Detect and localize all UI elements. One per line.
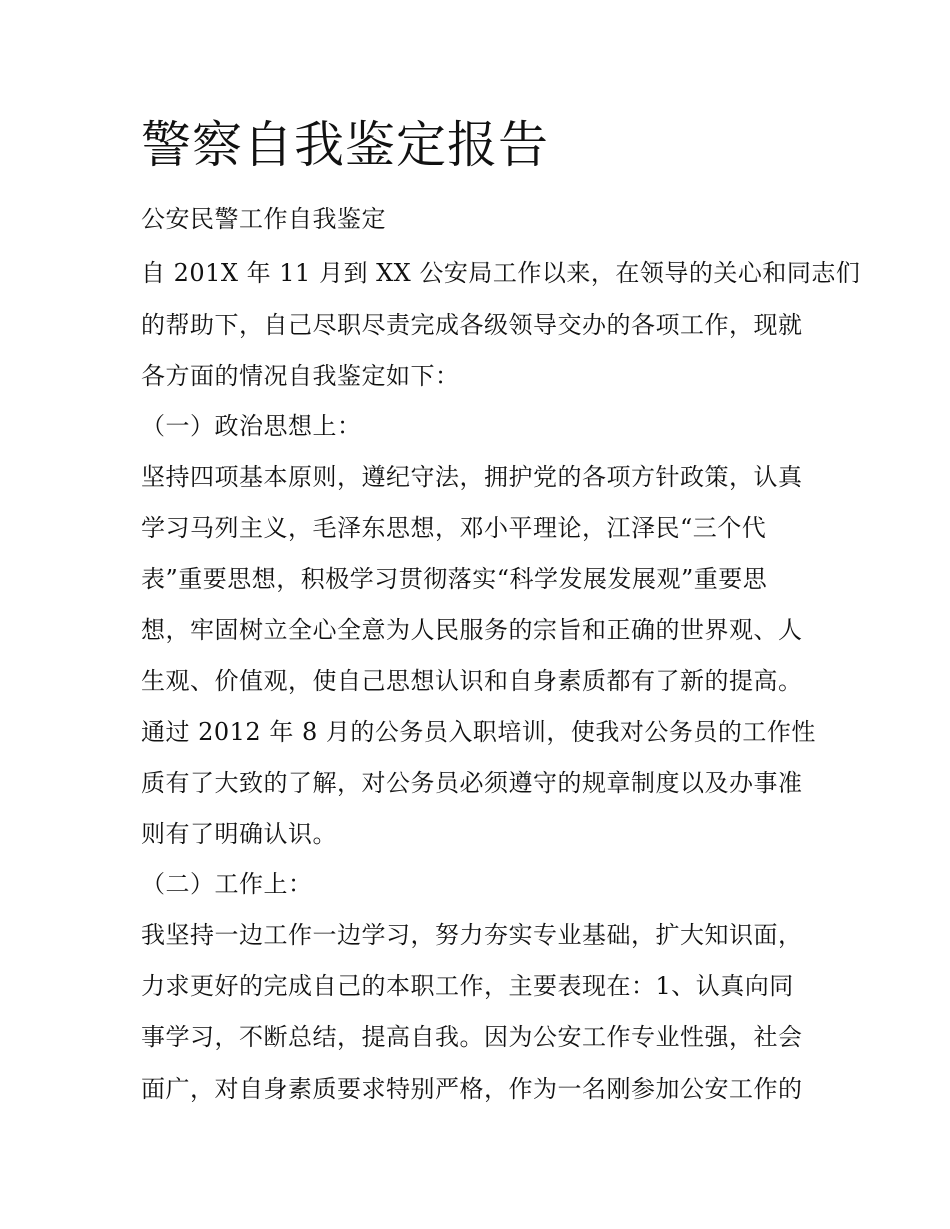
paragraph-line: 坚持四项基本原则，遵纪守法，拥护党的各项方针政策，认真 xyxy=(141,463,803,491)
paragraph-line: 面广，对自身素质要求特别严格，作为一名刚参加公安工作的 xyxy=(141,1075,803,1103)
section-heading: （一）政治思想上： xyxy=(141,412,362,440)
document-title: 警察自我鉴定报告 xyxy=(141,116,549,174)
paragraph-line: 各方面的情况自我鉴定如下： xyxy=(141,362,460,390)
subtitle-line: 公安民警工作自我鉴定 xyxy=(141,205,386,233)
paragraph-line: 则有了明确认识。 xyxy=(141,820,337,848)
paragraph-line: 想，牢固树立全心全意为人民服务的宗旨和正确的世界观、人 xyxy=(141,616,803,644)
paragraph-line: 力求更好的完成自己的本职工作，主要表现在：1、认真向同 xyxy=(141,972,794,1000)
paragraph-line: 通过 2012 年 8 月的公务员入职培训，使我对公务员的工作性 xyxy=(141,718,816,746)
paragraph-line: 质有了大致的了解，对公务员必须遵守的规章制度以及办事准 xyxy=(141,769,803,797)
paragraph-line: 自 201X 年 11 月到 XX 公安局工作以来，在领导的关心和同志们 xyxy=(141,259,861,287)
paragraph-line: 的帮助下，自己尽职尽责完成各级领导交办的各项工作，现就 xyxy=(141,311,803,339)
section-heading: （二）工作上： xyxy=(141,870,313,898)
paragraph-line: 我坚持一边工作一边学习，努力夯实专业基础，扩大知识面， xyxy=(141,921,803,949)
paragraph-line: 事学习，不断总结，提高自我。因为公安工作专业性强，社会 xyxy=(141,1023,803,1051)
paragraph-line: 生观、价值观，使自己思想认识和自身素质都有了新的提高。 xyxy=(141,667,803,695)
paragraph-line: 学习马列主义，毛泽东思想，邓小平理论，江泽民“三个代 xyxy=(141,514,767,542)
paragraph-line: 表”重要思想，积极学习贯彻落实“科学发展发展观”重要思 xyxy=(141,565,768,593)
